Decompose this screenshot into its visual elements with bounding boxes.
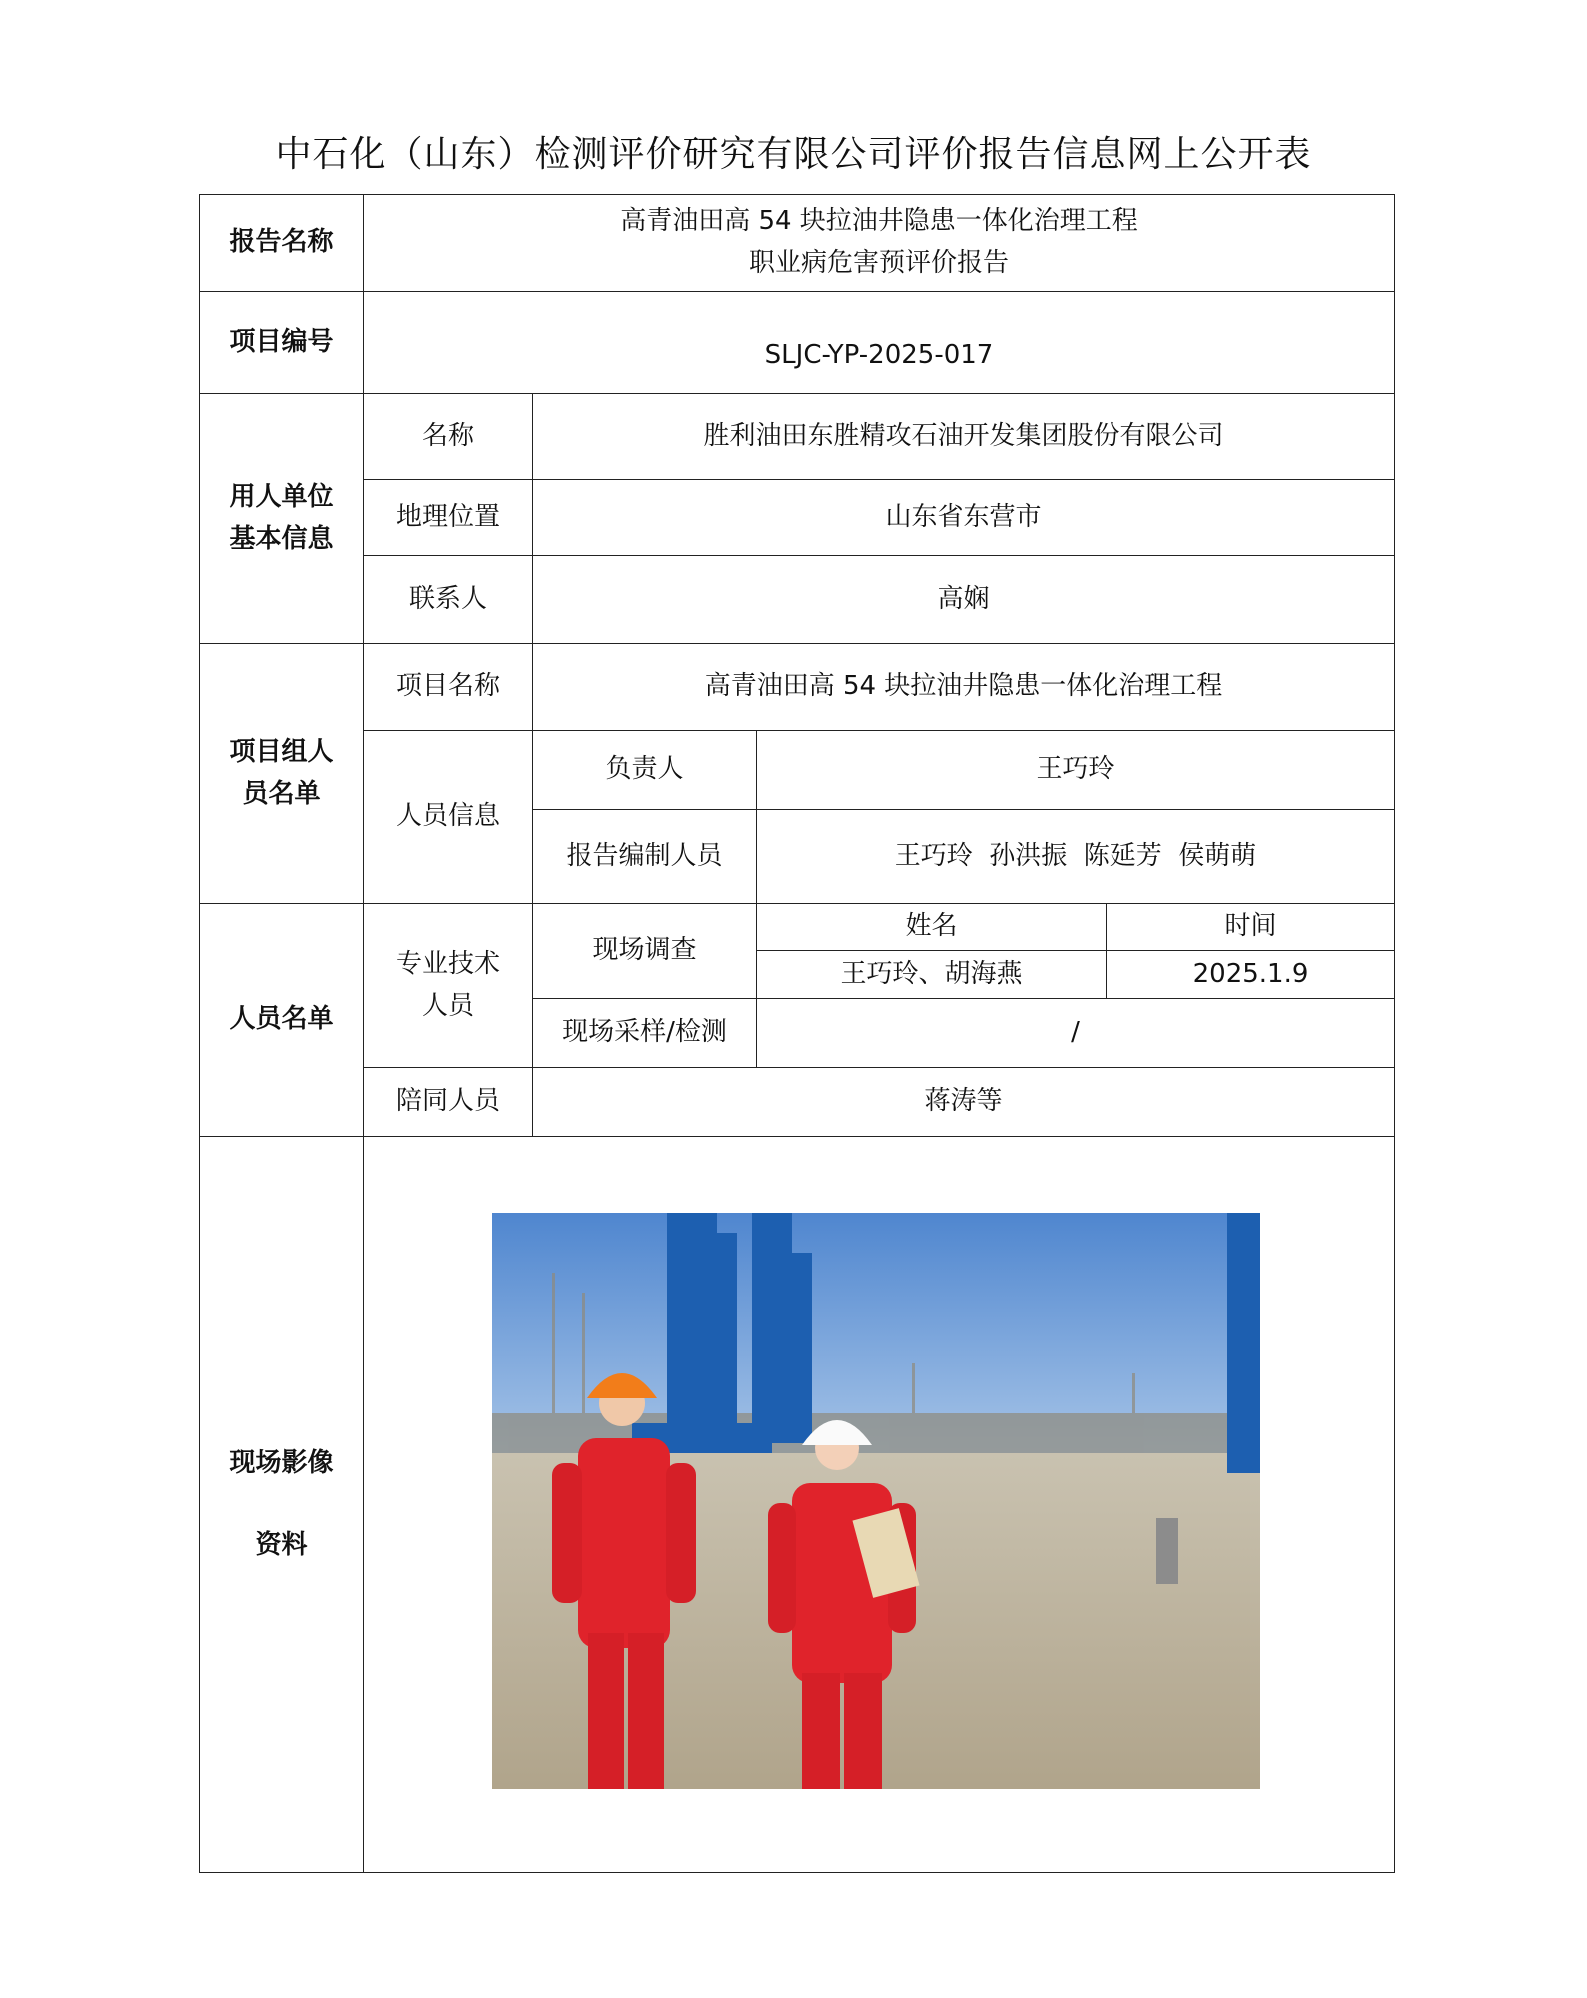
row-employer-location (200, 480, 1395, 556)
report-name-line2: 职业病危害预评价报告 (748, 248, 1009, 278)
survey-date: 2025.1.9 (1107, 951, 1395, 999)
accompany-label: 陪同人员 (364, 1068, 533, 1137)
sampling-value: / (757, 999, 1395, 1068)
team-label-line1: 项目组人 (229, 736, 334, 767)
project-no-value: SLJC-YP-2025-017 (364, 292, 1395, 394)
post (1156, 1518, 1178, 1584)
report-name-label: 报告名称 (200, 195, 364, 292)
tech-label-line2: 人员 (421, 990, 474, 1021)
survey-names: 王巧玲、胡海燕 (757, 951, 1107, 999)
photos-label-line2: 资料 (255, 1529, 308, 1560)
row-team-project (200, 644, 1395, 731)
leader-label: 负责人 (533, 731, 757, 810)
site-photo (492, 1213, 1260, 1789)
disclosure-table (199, 194, 1395, 1873)
row-employer-name (200, 394, 1395, 480)
col-time-header: 时间 (1107, 904, 1395, 951)
team-project-name-value: 高青油田高 54 块拉油井隐患一体化治理工程 (533, 644, 1395, 731)
row-team-leader (200, 731, 1395, 810)
team-label (200, 644, 364, 904)
location-label: 地理位置 (364, 480, 533, 556)
team-project-name-label: 项目名称 (364, 644, 533, 731)
photos-label-line1: 现场影像 (229, 1447, 334, 1478)
accompany-value: 蒋涛等 (533, 1068, 1395, 1137)
page-title: 中石化（山东）检测评价研究有限公司评价报告信息网上公开表 (275, 134, 1312, 175)
authors-label: 报告编制人员 (533, 810, 757, 904)
report-name-value (364, 195, 1395, 292)
team-label-line2: 员名单 (242, 778, 321, 809)
photos-label (200, 1137, 364, 1873)
staff-label: 人员名单 (200, 904, 364, 1137)
col-name-header: 姓名 (757, 904, 1107, 951)
employer-info-label (200, 394, 364, 644)
personnel-info-label: 人员信息 (364, 731, 533, 904)
authors-value: 王巧玲 孙洪振 陈延芳 侯萌萌 (757, 810, 1395, 904)
row-project-no (200, 292, 1395, 394)
contact-label: 联系人 (364, 556, 533, 644)
photo-cell (364, 1137, 1395, 1873)
row-photos (200, 1137, 1395, 1873)
report-name-line1: 高青油田高 54 块拉油井隐患一体化治理工程 (620, 206, 1138, 237)
employer-label-line2: 基本信息 (229, 523, 334, 554)
contact-value: 高娴 (533, 556, 1395, 644)
row-survey-header (200, 904, 1395, 951)
survey-label: 现场调查 (533, 904, 757, 999)
pump-right (1227, 1213, 1260, 1473)
location-value: 山东省东营市 (533, 480, 1395, 556)
row-employer-contact (200, 556, 1395, 644)
employer-name-label: 名称 (364, 394, 533, 480)
project-no-label: 项目编号 (200, 292, 364, 394)
tech-staff-label (364, 904, 533, 1068)
tech-label-line1: 专业技术 (395, 948, 500, 979)
sampling-label: 现场采样/检测 (533, 999, 757, 1068)
employer-name-value: 胜利油田东胜精攻石油开发集团股份有限公司 (533, 394, 1395, 480)
leader-value: 王巧玲 (757, 731, 1395, 810)
row-report-name (200, 195, 1395, 292)
employer-label-line1: 用人单位 (229, 481, 334, 512)
row-accompany (200, 1068, 1395, 1137)
